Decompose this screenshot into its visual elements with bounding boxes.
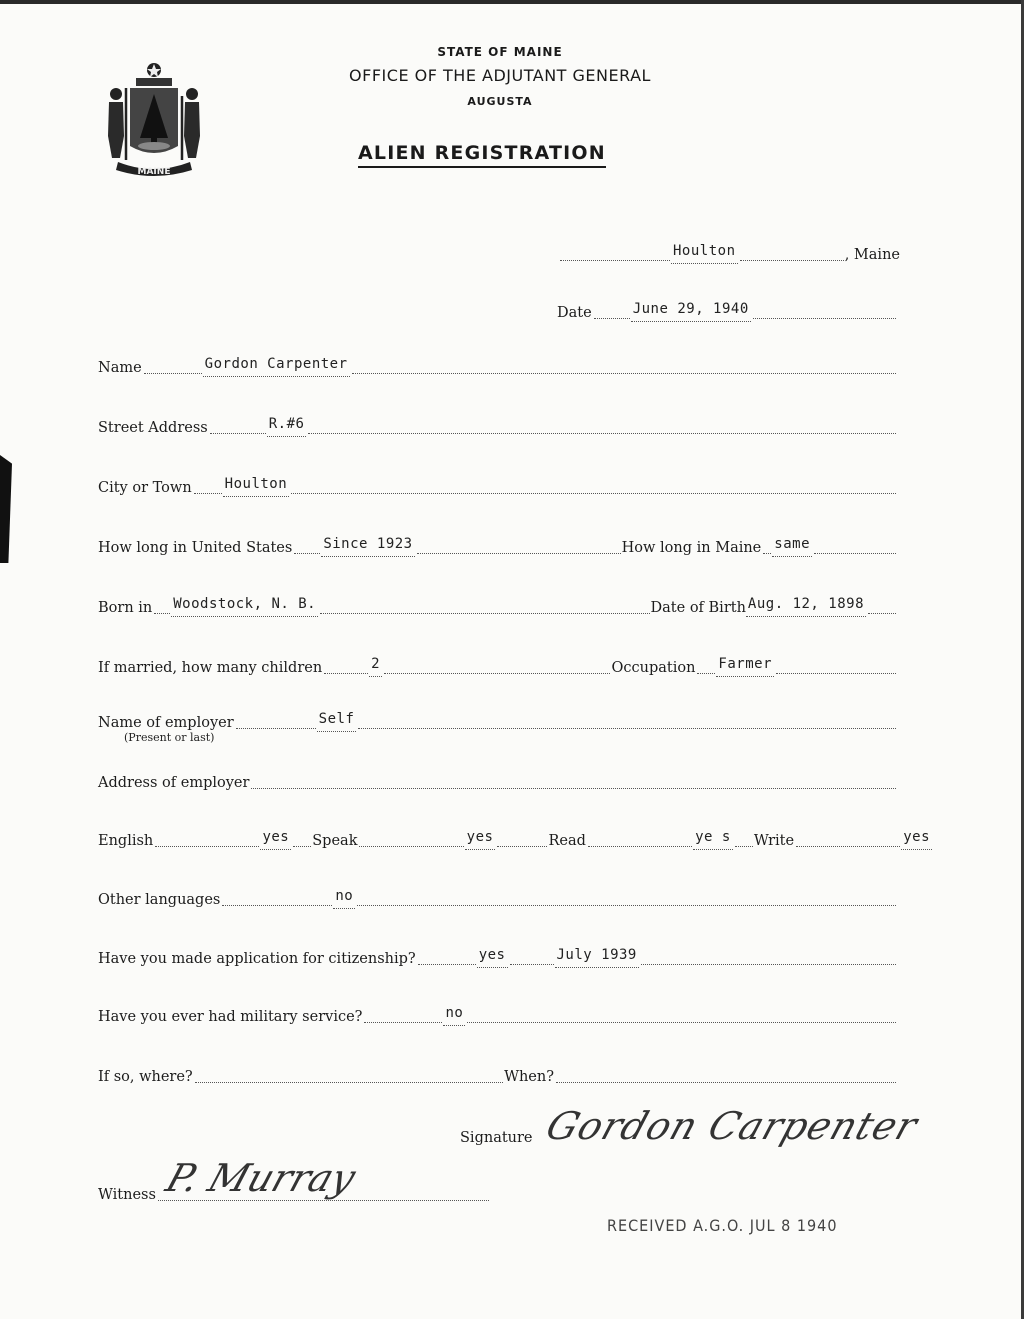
dots [588, 845, 692, 847]
dots [194, 492, 222, 494]
employer-sublabel: (Present or last) [124, 731, 215, 744]
other-languages-row [98, 887, 897, 911]
dots [814, 552, 896, 554]
dots [753, 317, 896, 319]
citizenship-value: yes [477, 946, 508, 968]
dots [236, 727, 316, 729]
dots [251, 787, 896, 789]
born-in-value: Woodstock, N. B. [171, 595, 318, 617]
children-row [98, 655, 897, 679]
citizenship-date: July 1939 [555, 946, 639, 968]
street-label: Street Address [98, 420, 208, 436]
where-label: If so, where? [98, 1069, 193, 1085]
read-value: ye s [693, 828, 733, 850]
name-row [98, 355, 897, 379]
name-value: Gordon Carpenter [203, 355, 350, 377]
children-label: If married, how many children [98, 660, 323, 676]
form-title: ALIEN REGISTRATION [358, 142, 606, 168]
dots [144, 372, 202, 374]
where-row [98, 1064, 897, 1088]
read-label: Read [548, 833, 586, 849]
english-row [98, 828, 932, 852]
seal-banner-text: MAINE [137, 167, 171, 177]
employer-value: Self [317, 710, 357, 732]
employer-address-row [98, 770, 897, 794]
children-value: 2 [369, 655, 382, 677]
dots [510, 963, 554, 965]
military-value: no [443, 1004, 465, 1026]
dots [154, 612, 170, 614]
signature-label: Signature [460, 1130, 533, 1146]
witness-label: Witness [98, 1187, 156, 1203]
speak-label: Speak [312, 833, 358, 849]
date-label: Date [557, 305, 592, 321]
dots [324, 672, 368, 674]
occupation-value: Farmer [716, 655, 774, 677]
city-label: City or Town [98, 480, 192, 496]
dots [364, 1021, 442, 1023]
state-seal-icon [100, 58, 208, 180]
dots [293, 845, 311, 847]
dots [735, 845, 753, 847]
how-long-maine-label: How long in Maine [621, 540, 762, 556]
dots [763, 552, 771, 554]
english-label: English [98, 833, 154, 849]
dots [294, 552, 320, 554]
dots [384, 672, 610, 674]
dob-value: Aug. 12, 1898 [746, 595, 866, 617]
citizenship-row [98, 946, 897, 970]
dots [594, 317, 630, 319]
how-long-maine-value: same [772, 535, 812, 557]
street-value: R.#6 [267, 415, 307, 437]
employer-label: Name of employer [98, 715, 234, 731]
dots [210, 432, 266, 434]
city-row [98, 475, 897, 499]
dots [560, 259, 670, 261]
state-heading: STATE OF MAINE [437, 45, 563, 59]
dots [417, 552, 621, 554]
when-label: When? [504, 1069, 554, 1085]
dots [556, 1081, 896, 1083]
military-row [98, 1004, 897, 1028]
received-stamp: RECEIVED A.G.O. JUL 8 1940 [607, 1216, 838, 1235]
city-heading: AUGUSTA [467, 95, 533, 108]
dots [352, 372, 896, 374]
dots [740, 259, 844, 261]
born-in-label: Born in [98, 600, 153, 616]
witness-signature: P. Murray [160, 1156, 362, 1200]
other-languages-label: Other languages [98, 892, 221, 908]
dots [357, 904, 896, 906]
how-long-us-value: Since 1923 [321, 535, 414, 557]
place-suffix: , Maine [844, 247, 900, 263]
how-long-us-label: How long in United States [98, 540, 293, 556]
dots [308, 432, 896, 434]
scan-edge-mark [0, 455, 12, 563]
dots [222, 904, 332, 906]
dots [467, 1021, 896, 1023]
english-value: yes [260, 828, 291, 850]
dots [796, 845, 900, 847]
dots [776, 672, 896, 674]
dots [497, 845, 547, 847]
dob-label: Date of Birth [650, 600, 746, 616]
dots [195, 1081, 503, 1083]
date-value: June 29, 1940 [631, 300, 751, 322]
other-languages-value: no [333, 887, 355, 909]
dots [155, 845, 259, 847]
dots [418, 963, 476, 965]
dots [291, 492, 896, 494]
street-row [98, 415, 897, 439]
scan-edge-top [0, 0, 1024, 4]
born-row [98, 595, 897, 619]
place-row [558, 242, 900, 266]
dots [358, 727, 896, 729]
occupation-label: Occupation [611, 660, 696, 676]
city-value: Houlton [223, 475, 290, 497]
dots [697, 672, 715, 674]
dots [320, 612, 649, 614]
speak-value: yes [465, 828, 496, 850]
employer-row [98, 710, 897, 734]
write-value: yes [901, 828, 932, 850]
signature-value: Gordon Carpenter [540, 1104, 924, 1148]
how-long-row [98, 535, 897, 559]
military-label: Have you ever had military service? [98, 1009, 363, 1025]
name-label: Name [98, 360, 142, 376]
write-label: Write [753, 833, 795, 849]
dots [868, 612, 896, 614]
office-heading: OFFICE OF THE ADJUTANT GENERAL [349, 66, 651, 85]
place-value: Houlton [671, 242, 738, 264]
dots [359, 845, 463, 847]
date-row [557, 300, 897, 324]
dots [641, 963, 896, 965]
employer-address-label: Address of employer [98, 775, 250, 791]
citizenship-label: Have you made application for citizenship? [98, 951, 416, 967]
